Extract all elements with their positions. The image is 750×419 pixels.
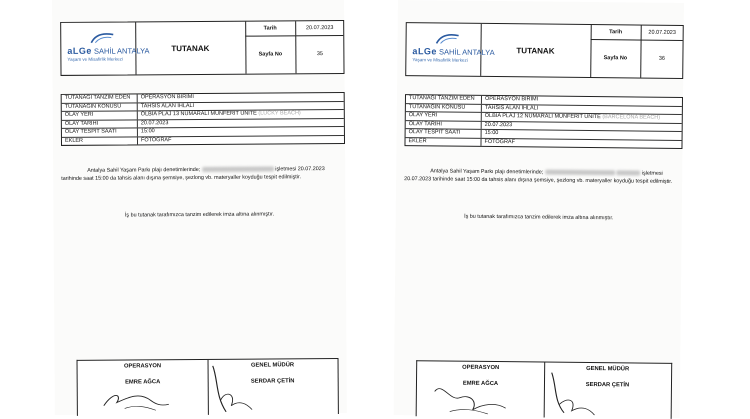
document-meta xyxy=(245,21,343,74)
logo-tagline: Yaşam ve Misafirlik Merkezi xyxy=(67,56,123,62)
signature-role: OPERASYON xyxy=(462,364,500,372)
logo-name: SAHİL ANTALYA xyxy=(439,47,495,58)
report-body: Antalya Sahil Yaşam Parkı plajı denetimlerinde; işletmesi 20.07.2023 tarihinde saat 15:00 da tahsis alanı dışına şemsiye, şezlong vb. materyaller koyduğu tespit edilmiştir. xyxy=(404,168,673,185)
handwritten-signature xyxy=(78,360,208,416)
document-meta xyxy=(590,25,683,78)
page-value: 36 xyxy=(658,55,665,62)
signature-role: GENEL MÜDÜR xyxy=(586,365,630,373)
info-row: OLAY TARİHİ 20.07.2023 xyxy=(62,118,344,128)
info-table xyxy=(61,92,345,146)
signature-name: EMRE AĞCA xyxy=(125,379,161,386)
logo-brand: aLGe xyxy=(412,46,438,57)
statement-text: İş bu tutanak tarafımızca tanzim edilerek imza altına alınmıştır. xyxy=(464,213,614,222)
redacted-text xyxy=(616,170,640,175)
info-row: TUTANAĞIN KONUSU TAHSİS ALAN İHLALİ xyxy=(62,101,344,111)
info-row: TUTANAĞI TANZİM EDEN OPERASYON BİRİMİ xyxy=(62,93,344,103)
signature-name: SERDAR ÇETİN xyxy=(585,381,630,389)
handwritten-signature xyxy=(544,363,672,419)
logo-brand: aLGe xyxy=(67,45,92,56)
document-title: TUTANAK xyxy=(480,24,592,77)
signature-role: GENEL MÜDÜR xyxy=(251,362,295,369)
logo-tagline: Yaşam ve Misafirlik Merkezi xyxy=(412,57,468,63)
date-value: 20.07.2023 xyxy=(648,29,676,36)
tutanak-document-left xyxy=(52,0,347,415)
page-label: Sayfa No xyxy=(590,39,641,78)
info-row: OLAY TESPİT SAATİ 15:00 xyxy=(406,129,682,140)
handwritten-signature xyxy=(208,359,338,415)
info-row: EKLER FOTOĞRAF xyxy=(62,135,344,144)
document-title: TUTANAK xyxy=(135,22,246,75)
info-row: OLAY TARİHİ 20.07.2023 xyxy=(406,121,682,132)
document-header xyxy=(405,22,684,79)
redacted-text xyxy=(202,167,274,173)
signature-name: SERDAR ÇETİN xyxy=(250,378,295,385)
info-row: OLAY YERİ OLBİA PLAJ 12 NUMARALI MÜNFERİT ÜNİTE (BARCELONA BEACH) xyxy=(406,112,682,123)
report-body: Antalya Sahil Yaşam Parkı plajı denetimlerinde; işletmesi 20.07.2023 tarihinde saat 15:00 da tahsis alanı dışına şemsiye, şezlong vb. materyaller koyduğu tespit edilmiştir. xyxy=(61,166,325,182)
info-row: TUTANAĞIN KONUSU TAHSİS ALAN İHLALİ xyxy=(406,104,682,115)
wave-logo-icon xyxy=(89,31,115,45)
signature-block xyxy=(416,360,673,419)
tutanak-document-right xyxy=(394,0,684,418)
handwritten-signature xyxy=(417,361,545,417)
info-row: OLAY YERİ OLBİA PLAJ 13 NUMARALI MÜNFERİT ÜNİTE (LUCKY BEACH) xyxy=(62,110,344,120)
date-label: Tarih xyxy=(245,21,296,35)
info-row: TUTANAĞI TANZİM EDEN OPERASYON BİRİMİ xyxy=(406,95,682,106)
redacted-text xyxy=(545,170,615,176)
page-value: 35 xyxy=(316,51,323,58)
date-label: Tarih xyxy=(591,25,642,40)
signature-name: EMRE AĞCA xyxy=(462,380,499,388)
date-value: 20.07.2023 xyxy=(305,25,334,32)
statement-text: İş bu tutanak tarafımızca tanzim edilerek imza altına alınmıştır. xyxy=(124,211,275,219)
info-row: OLAY TESPİT SAATİ 15:00 xyxy=(62,127,344,137)
logo xyxy=(406,23,495,76)
signature-block xyxy=(77,358,339,416)
logo-name: SAHİL ANTALYA xyxy=(93,46,150,56)
info-table xyxy=(404,94,683,149)
wave-logo-icon xyxy=(435,31,461,45)
logo xyxy=(61,22,150,75)
page-label: Sayfa No xyxy=(245,35,296,73)
document-header xyxy=(60,20,344,76)
info-row: EKLER FOTOĞRAF xyxy=(405,138,681,148)
signature-role: OPERASYON xyxy=(124,363,162,370)
